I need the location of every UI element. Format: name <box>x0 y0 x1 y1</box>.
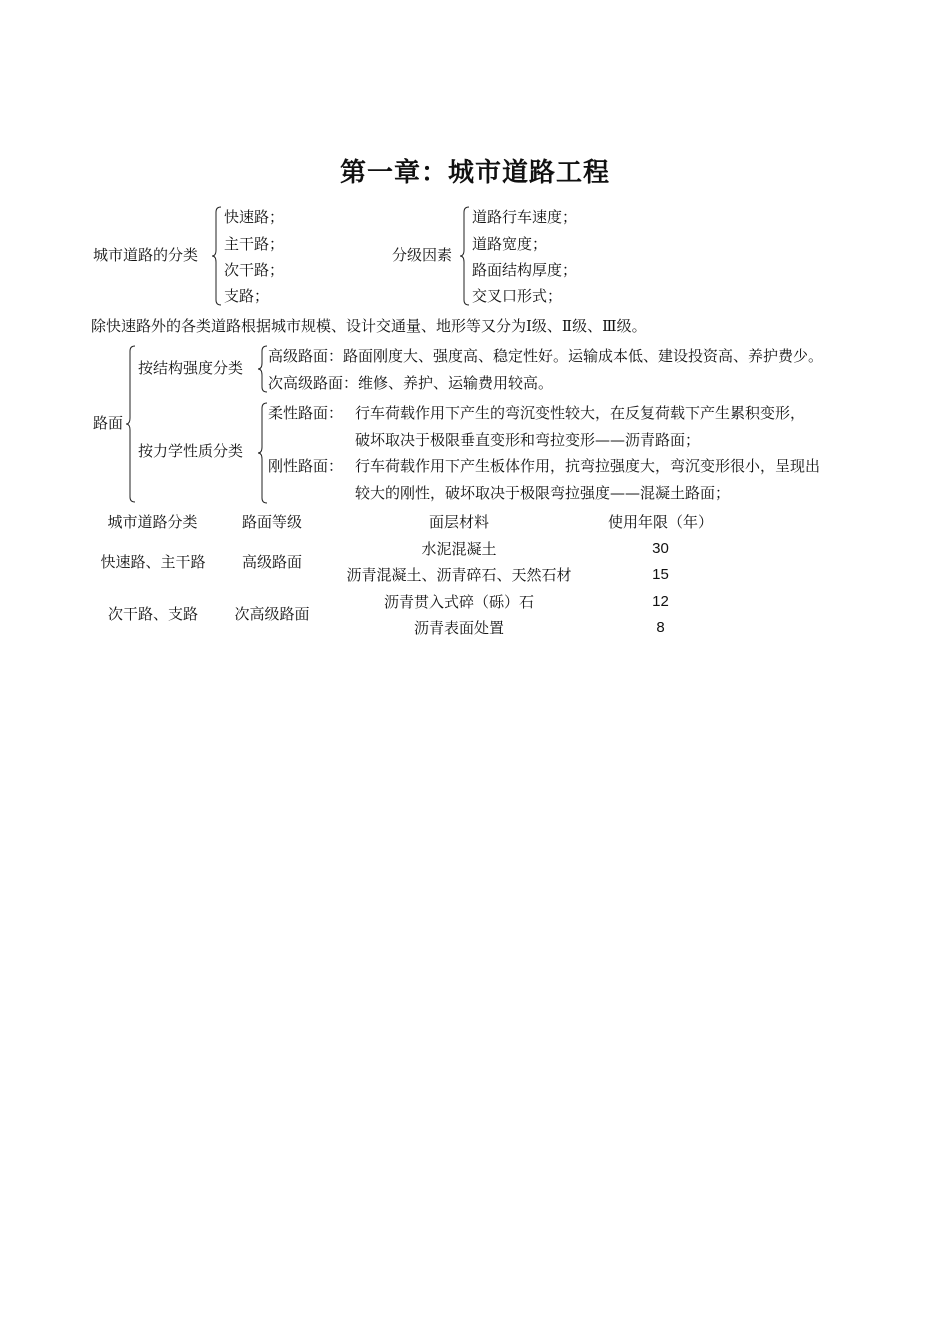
table-cell-material: 水泥混凝土 <box>421 540 497 558</box>
table-cell-years: 12 <box>652 593 669 610</box>
table-cell-road-class: 快速路、主干路 <box>100 553 206 571</box>
by-structure-label: 按结构强度分类 <box>138 359 244 377</box>
road-class-item: 次干路； <box>224 261 285 279</box>
grading-factors-brace <box>460 206 470 306</box>
rigid-pavement-text: 行车荷载作用下产生板体作用，抗弯拉强度大，弯沉变形很小，呈现出 <box>355 457 821 475</box>
table-cell-pavement-grade: 高级路面 <box>241 553 302 571</box>
road-class-item: 主干路； <box>224 235 285 253</box>
table-cell-years: 8 <box>656 619 665 636</box>
grading-factor-item: 路面结构厚度； <box>472 261 578 279</box>
table-header: 面层材料 <box>428 513 489 531</box>
table-cell-material: 沥青表面处置 <box>413 619 504 637</box>
rigid-pavement-text: 较大的刚性，破坏取决于极限弯拉强度——混凝土路面； <box>355 484 731 502</box>
rigid-pavement-term: 刚性路面： <box>268 457 344 475</box>
road-classification-brace <box>212 206 222 306</box>
table-header: 城市道路分类 <box>107 513 198 531</box>
by-structure-brace <box>258 345 268 393</box>
grading-factor-item: 道路行车速度； <box>472 208 578 226</box>
table-cell-years: 15 <box>652 566 669 583</box>
table-cell-material: 沥青混凝土、沥青碎石、天然石材 <box>346 566 572 584</box>
pavement-label: 路面 <box>93 414 124 432</box>
road-class-item: 支路； <box>224 287 270 305</box>
table-header: 使用年限（年） <box>607 513 713 531</box>
flexible-pavement-text: 破坏取决于极限垂直变形和弯拉变形——沥青路面； <box>355 431 701 449</box>
by-mechanics-brace <box>258 402 268 504</box>
grading-factor-item: 交叉口形式； <box>472 287 563 305</box>
table-cell-pavement-grade: 次高级路面 <box>234 605 310 623</box>
table-cell-years: 30 <box>652 540 669 557</box>
road-class-item: 快速路； <box>224 208 285 226</box>
grading-factor-item: 道路宽度； <box>472 235 548 253</box>
page-title: 第一章：城市道路工程 <box>339 158 610 188</box>
grading-note: 除快速路外的各类道路根据城市规模、设计交通量、地形等又分为Ⅰ级、Ⅱ级、Ⅲ级。 <box>91 317 647 335</box>
grading-factors-label: 分级因素 <box>392 246 453 264</box>
road-classification-label: 城市道路的分类 <box>93 246 199 264</box>
flexible-pavement-term: 柔性路面： <box>268 404 344 422</box>
sub-high-grade-pavement-text: 次高级路面：维修、养护、运输费用较高。 <box>268 374 554 392</box>
high-grade-pavement-text: 高级路面：路面刚度大、强度高、稳定性好。运输成本低、建设投资高、养护费少。 <box>268 347 824 365</box>
by-mechanics-label: 按力学性质分类 <box>138 442 244 460</box>
pavement-brace <box>126 345 136 503</box>
table-cell-material: 沥青贯入式碎（砾）石 <box>383 593 534 611</box>
table-cell-road-class: 次干路、支路 <box>107 605 198 623</box>
flexible-pavement-text: 行车荷载作用下产生的弯沉变性较大，在反复荷载下产生累积变形， <box>355 404 806 422</box>
table-header: 路面等级 <box>241 513 302 531</box>
